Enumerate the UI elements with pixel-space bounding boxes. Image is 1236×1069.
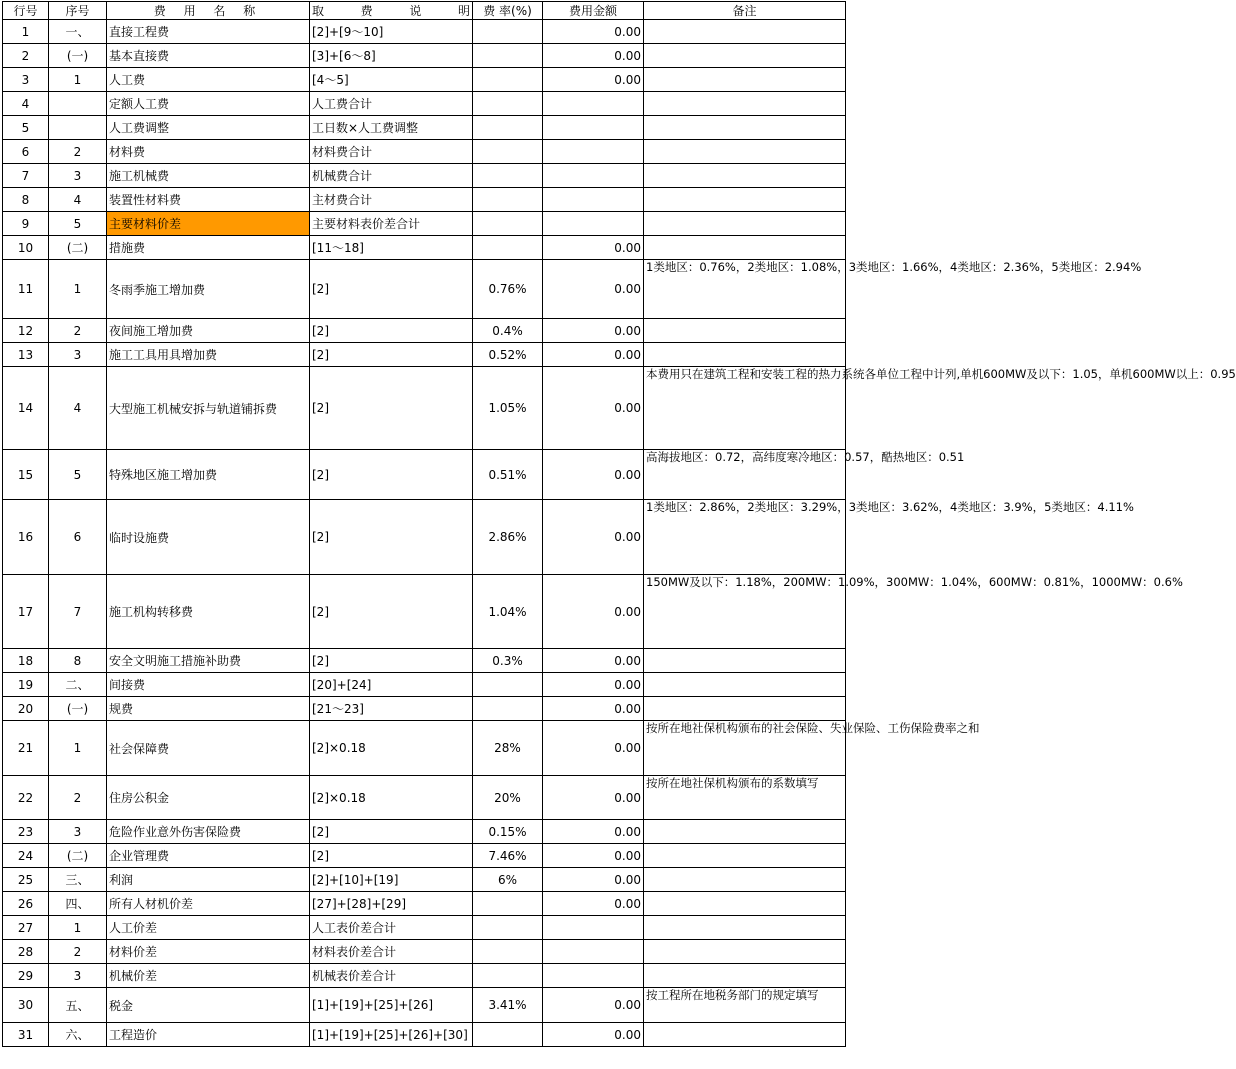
cell-amount[interactable]: 0.00	[543, 892, 644, 916]
cell-seq[interactable]: 六、	[49, 1023, 107, 1047]
cell-amount[interactable]	[543, 188, 644, 212]
cell-amount[interactable]: 0.00	[543, 697, 644, 721]
cell-remark[interactable]	[644, 140, 846, 164]
cell-amount[interactable]	[543, 164, 644, 188]
header-seq: 序号	[49, 2, 107, 20]
table-row	[3, 500, 846, 575]
cell-basis[interactable]: [4～5]	[310, 68, 473, 92]
cell-amount[interactable]: 0.00	[543, 988, 644, 1023]
cell-remark[interactable]	[644, 673, 846, 697]
cell-remark[interactable]	[644, 164, 846, 188]
table-row	[3, 1023, 846, 1047]
cell-row-no[interactable]: 17	[3, 575, 49, 649]
table-body	[3, 20, 1236, 1047]
cell-rate[interactable]	[473, 140, 543, 164]
cell-amount[interactable]: 0.00	[543, 1023, 644, 1047]
cell-name[interactable]: 社会保障费	[107, 721, 310, 776]
cell-row-no[interactable]: 12	[3, 319, 49, 343]
cell-remark[interactable]: 按工程所在地税务部门的规定填写	[644, 988, 846, 1023]
cell-row-no[interactable]: 3	[3, 68, 49, 92]
cell-rate[interactable]: 0.76%	[473, 260, 543, 319]
cell-seq[interactable]: 五、	[49, 988, 107, 1023]
cell-row-no[interactable]: 27	[3, 916, 49, 940]
cell-row-no[interactable]: 29	[3, 964, 49, 988]
cell-rate[interactable]: 2.86%	[473, 500, 543, 575]
cell-remark[interactable]	[644, 916, 846, 940]
cell-amount[interactable]: 0.00	[543, 260, 644, 319]
cell-row-no[interactable]: 10	[3, 236, 49, 260]
cell-amount[interactable]: 0.00	[543, 343, 644, 367]
cell-name[interactable]: 装置性材料费	[107, 188, 310, 212]
cell-basis[interactable]: [1]+[19]+[25]+[26]+[30]	[310, 1023, 473, 1047]
cell-seq[interactable]: 4	[49, 367, 107, 450]
cell-basis[interactable]: 主材费合计	[310, 188, 473, 212]
cell-name[interactable]: 人工费调整	[107, 116, 310, 140]
cell-row-no[interactable]: 20	[3, 697, 49, 721]
cell-rate[interactable]	[473, 20, 543, 44]
cell-name[interactable]: 施工机构转移费	[107, 575, 310, 649]
cell-amount[interactable]: 0.00	[543, 820, 644, 844]
table-row	[3, 940, 846, 964]
cell-basis[interactable]: [2]×0.18	[310, 721, 473, 776]
table-row	[3, 20, 846, 44]
cell-seq[interactable]: 二、	[49, 673, 107, 697]
cell-rate[interactable]	[473, 44, 543, 68]
cell-row-no[interactable]: 14	[3, 367, 49, 450]
cell-amount[interactable]	[543, 140, 644, 164]
cell-remark[interactable]	[644, 68, 846, 92]
cell-name[interactable]: 规费	[107, 697, 310, 721]
table-row	[3, 116, 846, 140]
cell-remark[interactable]: 本费用只在建筑工程和安装工程的热力系统各单位工程中计列,单机600MW及以下：1.05，单机600MW以上：0.95	[644, 367, 846, 450]
cell-seq[interactable]: 1	[49, 721, 107, 776]
cell-name[interactable]: 危险作业意外伤害保险费	[107, 820, 310, 844]
table-row	[3, 575, 846, 649]
cell-seq[interactable]: 3	[49, 343, 107, 367]
cell-amount[interactable]: 0.00	[543, 319, 644, 343]
cell-row-no[interactable]: 30	[3, 988, 49, 1023]
cell-remark[interactable]	[644, 188, 846, 212]
cell-remark[interactable]	[644, 892, 846, 916]
cell-remark[interactable]	[644, 844, 846, 868]
cell-basis[interactable]: [2]	[310, 649, 473, 673]
cell-basis[interactable]: 人工费合计	[310, 92, 473, 116]
cell-rate[interactable]: 6%	[473, 868, 543, 892]
cell-basis[interactable]: [2]	[310, 844, 473, 868]
cell-amount[interactable]: 0.00	[543, 776, 644, 820]
cell-seq[interactable]: 4	[49, 188, 107, 212]
cell-seq[interactable]: (一)	[49, 697, 107, 721]
table-row	[3, 916, 846, 940]
cell-rate[interactable]	[473, 697, 543, 721]
cell-remark[interactable]	[644, 343, 846, 367]
cell-amount[interactable]: 0.00	[543, 68, 644, 92]
cell-row-no[interactable]: 26	[3, 892, 49, 916]
cell-amount[interactable]: 0.00	[543, 649, 644, 673]
cell-row-no[interactable]: 4	[3, 92, 49, 116]
header-row-no: 行号	[3, 2, 49, 20]
cell-amount[interactable]: 0.00	[543, 450, 644, 500]
cell-seq[interactable]: 1	[49, 68, 107, 92]
cell-row-no[interactable]: 8	[3, 188, 49, 212]
cell-basis[interactable]: [2]	[310, 343, 473, 367]
cell-seq[interactable]: 2	[49, 319, 107, 343]
cell-name[interactable]: 税金	[107, 988, 310, 1023]
cell-remark[interactable]	[644, 319, 846, 343]
cell-basis[interactable]: 人工表价差合计	[310, 916, 473, 940]
cell-remark[interactable]: 150MW及以下：1.18%，200MW：1.09%，300MW：1.04%，600MW：0.81%，1000MW：0.6%	[644, 575, 846, 649]
cell-remark[interactable]	[644, 697, 846, 721]
cell-seq[interactable]: 一、	[49, 20, 107, 44]
cell-seq[interactable]	[49, 116, 107, 140]
cell-row-no[interactable]: 13	[3, 343, 49, 367]
cell-rate[interactable]	[473, 116, 543, 140]
table-row	[3, 367, 846, 450]
cell-seq[interactable]: 1	[49, 916, 107, 940]
cell-row-no[interactable]: 22	[3, 776, 49, 820]
cell-basis[interactable]: 材料表价差合计	[310, 940, 473, 964]
cell-rate[interactable]	[473, 892, 543, 916]
table-row	[3, 844, 846, 868]
cell-seq[interactable]: 三、	[49, 868, 107, 892]
table-row	[3, 820, 846, 844]
cell-basis[interactable]: [2]	[310, 500, 473, 575]
cell-seq[interactable]: 6	[49, 500, 107, 575]
cell-rate[interactable]: 1.05%	[473, 367, 543, 450]
cell-seq[interactable]: (一)	[49, 44, 107, 68]
cell-rate[interactable]	[473, 212, 543, 236]
cell-basis[interactable]: [20]+[24]	[310, 673, 473, 697]
cell-basis[interactable]: [27]+[28]+[29]	[310, 892, 473, 916]
cell-amount[interactable]	[543, 916, 644, 940]
cell-seq[interactable]: (二)	[49, 844, 107, 868]
table-row	[3, 319, 846, 343]
cell-remark[interactable]	[644, 940, 846, 964]
cell-remark[interactable]	[644, 236, 846, 260]
cell-rate[interactable]	[473, 916, 543, 940]
cell-seq[interactable]: 3	[49, 820, 107, 844]
cell-amount[interactable]	[543, 940, 644, 964]
table-row	[3, 776, 846, 820]
cell-remark[interactable]	[644, 649, 846, 673]
cell-name[interactable]: 所有人材机价差	[107, 892, 310, 916]
cell-remark[interactable]: 1类地区：0.76%，2类地区：1.08%，3类地区：1.66%，4类地区：2.36%，5类地区：2.94%	[644, 260, 846, 319]
cell-basis[interactable]: [11～18]	[310, 236, 473, 260]
cell-name[interactable]: 施工工具用具增加费	[107, 343, 310, 367]
cell-row-no[interactable]: 15	[3, 450, 49, 500]
cell-seq[interactable]: 2	[49, 940, 107, 964]
cell-remark[interactable]	[644, 20, 846, 44]
cell-name[interactable]: 机械价差	[107, 964, 310, 988]
table-row	[3, 260, 846, 319]
cell-remark[interactable]	[644, 964, 846, 988]
cell-row-no[interactable]: 2	[3, 44, 49, 68]
cell-amount[interactable]: 0.00	[543, 236, 644, 260]
cell-remark[interactable]: 高海拔地区：0.72，高纬度寒冷地区：0.57，酷热地区：0.51	[644, 450, 846, 500]
cell-rate[interactable]: 20%	[473, 776, 543, 820]
cell-rate[interactable]	[473, 964, 543, 988]
cell-amount[interactable]: 0.00	[543, 673, 644, 697]
table-row	[3, 68, 846, 92]
cell-row-no[interactable]: 24	[3, 844, 49, 868]
cell-row-no[interactable]: 6	[3, 140, 49, 164]
cell-name[interactable]: 企业管理费	[107, 844, 310, 868]
cell-name[interactable]: 特殊地区施工增加费	[107, 450, 310, 500]
cell-basis[interactable]: [2]	[310, 450, 473, 500]
cell-remark[interactable]	[644, 820, 846, 844]
cell-remark[interactable]	[644, 1023, 846, 1047]
cell-seq[interactable]: 2	[49, 140, 107, 164]
cell-rate[interactable]: 0.52%	[473, 343, 543, 367]
cell-seq[interactable]: 四、	[49, 892, 107, 916]
cell-name[interactable]: 利润	[107, 868, 310, 892]
cell-basis[interactable]: [2]×0.18	[310, 776, 473, 820]
header-rate: 费 率(%)	[473, 2, 543, 20]
cell-rate[interactable]	[473, 1023, 543, 1047]
cell-rate[interactable]: 1.04%	[473, 575, 543, 649]
cell-rate[interactable]: 0.3%	[473, 649, 543, 673]
cell-name[interactable]: 直接工程费	[107, 20, 310, 44]
cell-basis[interactable]: [1]+[19]+[25]+[26]	[310, 988, 473, 1023]
cell-amount[interactable]: 0.00	[543, 844, 644, 868]
table-row	[3, 892, 846, 916]
cell-remark[interactable]	[644, 92, 846, 116]
cell-name[interactable]: 工程造价	[107, 1023, 310, 1047]
cell-basis[interactable]: [3]+[6～8]	[310, 44, 473, 68]
cell-amount[interactable]	[543, 116, 644, 140]
table-row	[3, 649, 846, 673]
table-row	[3, 236, 846, 260]
cell-name[interactable]: 住房公积金	[107, 776, 310, 820]
cell-row-no[interactable]: 31	[3, 1023, 49, 1047]
cell-row-no[interactable]: 7	[3, 164, 49, 188]
cell-name[interactable]: 大型施工机械安拆与轨道铺拆费	[107, 367, 310, 450]
cell-amount[interactable]: 0.00	[543, 20, 644, 44]
cell-seq[interactable]: 3	[49, 964, 107, 988]
cell-amount[interactable]: 0.00	[543, 500, 644, 575]
cell-rate[interactable]	[473, 68, 543, 92]
cell-name[interactable]: 材料价差	[107, 940, 310, 964]
header-name: 费 用 名 称	[107, 2, 310, 20]
cell-row-no[interactable]: 18	[3, 649, 49, 673]
cell-row-no[interactable]: 11	[3, 260, 49, 319]
cell-basis[interactable]: [2]	[310, 319, 473, 343]
header-basis: 取 费 说 明	[310, 2, 473, 20]
table-row	[3, 44, 846, 68]
table-row	[3, 721, 846, 776]
table-row	[3, 988, 846, 1023]
table-row	[3, 697, 846, 721]
table-row	[3, 92, 846, 116]
table-row	[3, 868, 846, 892]
cell-row-no[interactable]: 5	[3, 116, 49, 140]
cell-remark[interactable]	[644, 212, 846, 236]
cell-row-no[interactable]: 21	[3, 721, 49, 776]
cell-seq[interactable]	[49, 92, 107, 116]
cell-rate[interactable]	[473, 236, 543, 260]
table-row	[3, 188, 846, 212]
cell-basis[interactable]: [2]+[10]+[19]	[310, 868, 473, 892]
cell-remark[interactable]: 按所在地社保机构颁布的社会保险、失业保险、工伤保险费率之和	[644, 721, 846, 776]
cell-rate[interactable]	[473, 92, 543, 116]
cell-seq[interactable]: (二)	[49, 236, 107, 260]
table-row	[3, 343, 846, 367]
cell-basis[interactable]: [2]	[310, 820, 473, 844]
cell-remark[interactable]	[644, 868, 846, 892]
cell-remark[interactable]: 按所在地社保机构颁布的系数填写	[644, 776, 846, 820]
cell-basis[interactable]: [21～23]	[310, 697, 473, 721]
cell-amount[interactable]: 0.00	[543, 367, 644, 450]
cell-rate[interactable]: 28%	[473, 721, 543, 776]
cell-basis[interactable]: 材料费合计	[310, 140, 473, 164]
cell-name[interactable]: 人工价差	[107, 916, 310, 940]
cell-row-no[interactable]: 25	[3, 868, 49, 892]
cell-rate[interactable]	[473, 673, 543, 697]
table-row	[3, 673, 846, 697]
cell-remark[interactable]	[644, 116, 846, 140]
cell-name[interactable]: 材料费	[107, 140, 310, 164]
cell-amount[interactable]: 0.00	[543, 44, 644, 68]
cell-row-no[interactable]: 1	[3, 20, 49, 44]
cell-rate[interactable]: 0.4%	[473, 319, 543, 343]
table-row	[3, 164, 846, 188]
cell-row-no[interactable]: 9	[3, 212, 49, 236]
header-amount: 费用金额	[543, 2, 644, 20]
cell-amount[interactable]	[543, 964, 644, 988]
cell-seq[interactable]: 1	[49, 260, 107, 319]
header-remark: 备注	[644, 2, 846, 20]
cell-rate[interactable]: 3.41%	[473, 988, 543, 1023]
cell-rate[interactable]	[473, 164, 543, 188]
cell-seq[interactable]: 3	[49, 164, 107, 188]
cell-amount[interactable]: 0.00	[543, 575, 644, 649]
cell-basis[interactable]: 工日数×人工费调整	[310, 116, 473, 140]
cell-amount[interactable]	[543, 92, 644, 116]
cell-seq[interactable]: 5	[49, 450, 107, 500]
cell-name[interactable]: 人工费	[107, 68, 310, 92]
cell-remark[interactable]	[644, 44, 846, 68]
cell-seq[interactable]: 2	[49, 776, 107, 820]
table-row	[3, 212, 846, 236]
fee-table	[2, 1, 1236, 1047]
cell-name[interactable]: 定额人工费	[107, 92, 310, 116]
cell-seq[interactable]: 5	[49, 212, 107, 236]
table-row	[3, 140, 846, 164]
table-row	[3, 964, 846, 988]
cell-basis[interactable]: [2]	[310, 575, 473, 649]
cell-name[interactable]: 冬雨季施工增加费	[107, 260, 310, 319]
cell-row-no[interactable]: 23	[3, 820, 49, 844]
cell-rate[interactable]: 7.46%	[473, 844, 543, 868]
cell-basis[interactable]: [2]+[9～10]	[310, 20, 473, 44]
cell-row-no[interactable]: 28	[3, 940, 49, 964]
cell-name[interactable]: 夜间施工增加费	[107, 319, 310, 343]
cell-amount[interactable]: 0.00	[543, 868, 644, 892]
cell-name[interactable]: 间接费	[107, 673, 310, 697]
cell-basis[interactable]: 主要材料表价差合计	[310, 212, 473, 236]
cell-rate[interactable]: 0.15%	[473, 820, 543, 844]
cell-name[interactable]: 施工机械费	[107, 164, 310, 188]
cell-basis[interactable]: [2]	[310, 367, 473, 450]
table-row	[3, 450, 846, 500]
cell-amount[interactable]: 0.00	[543, 721, 644, 776]
cell-name[interactable]: 措施费	[107, 236, 310, 260]
header-row	[3, 2, 846, 20]
cell-name[interactable]: 安全文明施工措施补助费	[107, 649, 310, 673]
cell-name[interactable]: 主要材料价差	[107, 212, 310, 236]
cell-remark[interactable]: 1类地区：2.86%，2类地区：3.29%，3类地区：3.62%，4类地区：3.9%，5类地区：4.11%	[644, 500, 846, 575]
cell-amount[interactable]	[543, 212, 644, 236]
cell-basis[interactable]: 机械费合计	[310, 164, 473, 188]
cell-seq[interactable]: 7	[49, 575, 107, 649]
cell-basis[interactable]: 机械表价差合计	[310, 964, 473, 988]
cell-name[interactable]: 临时设施费	[107, 500, 310, 575]
cell-name[interactable]: 基本直接费	[107, 44, 310, 68]
cell-row-no[interactable]: 19	[3, 673, 49, 697]
cell-rate[interactable]	[473, 188, 543, 212]
cell-rate[interactable]	[473, 940, 543, 964]
cell-seq[interactable]: 8	[49, 649, 107, 673]
cell-basis[interactable]: [2]	[310, 260, 473, 319]
cell-rate[interactable]: 0.51%	[473, 450, 543, 500]
cell-row-no[interactable]: 16	[3, 500, 49, 575]
